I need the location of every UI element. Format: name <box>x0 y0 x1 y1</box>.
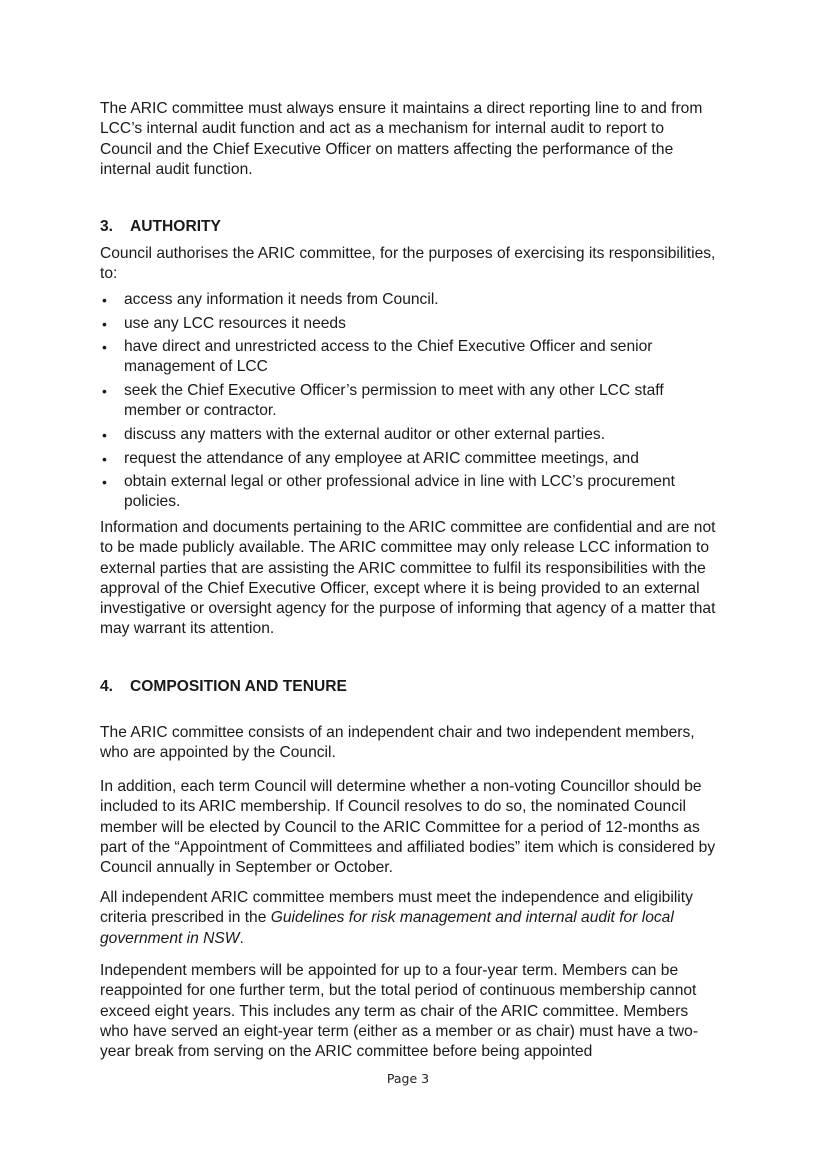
section-3-lead-text: Council authorises the ARIC committee, for the purposes of exercising its responsibilities, to: <box>100 245 716 283</box>
section-3-closing-text: Information and documents pertaining to the ARIC committee are confidential and are not to be made publicly available. The ARIC committee may only release LCC information to external parties that are assisting the ARIC committee to fulfil its responsibilities with the approval of the Chief Executive Officer, except where it is being provided to an external investigative or oversight agency for the purpose of informing that agency of a matter that may warrant its attention. <box>100 519 716 638</box>
intro-paragraph <box>100 99 720 180</box>
bullet-icon: • <box>102 292 107 308</box>
section-4-number: 4. <box>100 678 114 695</box>
guidelines-title: Guidelines for risk management and internal audit for local government in NSW <box>100 909 674 947</box>
section-4-para-3: All independent ARIC committee members must meet the independence and eligibility criteria prescribed in the Guidelines for risk management and internal audit for local government in NSW. <box>100 889 693 947</box>
section-3-heading <box>100 217 221 237</box>
section-4-para-4: Independent members will be appointed for up to a four-year term. Members can be reappointed for one further term, but the total period of continuous membership cannot exceed eight years. This includes any term as chair of the ARIC committee. Members who have served an eight-year term (either as a member or as chair) must have a two-year break from serving on the ARIC committee before being appointed <box>100 962 699 1061</box>
list-item: • access any information it needs from Council. <box>100 290 720 310</box>
section-4-title: COMPOSITION AND TENURE <box>130 678 347 695</box>
bullet-icon: • <box>102 339 107 356</box>
list-item: • use any LCC resources it needs <box>100 314 720 334</box>
list-item: • request the attendance of any employee at ARIC committee meetings, and <box>100 449 720 469</box>
list-item: • obtain external legal or other professional advice in line with LCC’s procurement policies. <box>102 473 675 511</box>
page-number: Page 3 <box>386 1071 430 1086</box>
section-3-closing <box>100 518 720 640</box>
section-4-heading <box>100 677 347 697</box>
authority-bullet-list <box>100 290 720 516</box>
bullet-icon: • <box>102 474 107 491</box>
bullet-icon: • <box>102 383 107 400</box>
section-4-para-2: In addition, each term Council will determine whether a non-voting Councillor should be included to its ARIC membership. If Council resolves to do so, the nominated Council member will be elected by Council to the ARIC Committee for a period of 12-months as part of the “Appointment of Committees and affiliated bodies” item which is considered by Council annually in September or October. <box>100 778 716 877</box>
section-3-number: 3. <box>100 218 114 235</box>
bullet-icon: • <box>102 315 107 332</box>
bullet-icon: • <box>102 426 107 443</box>
list-item: • discuss any matters with the external auditor or other external parties. <box>100 425 720 445</box>
intro-text: The ARIC committee must always ensure it maintains a direct reporting line to and from LCC’s internal audit function and act as a mechanism for internal audit to report to Council and the Chief Executive Officer on matters affecting the performance of the internal audit function. <box>100 100 703 178</box>
section-3-lead <box>100 244 720 285</box>
list-item: • seek the Chief Executive Officer’s permission to meet with any other LCC staff member or contractor. <box>102 382 664 420</box>
section-3-title: AUTHORITY <box>130 218 221 235</box>
section-4-para-1: The ARIC committee consists of an independent chair and two independent members, who are appointed by the Council. <box>100 724 695 762</box>
bullet-icon: • <box>102 450 107 467</box>
list-item: • have direct and unrestricted access to the Chief Executive Officer and senior management of LCC <box>102 338 653 376</box>
